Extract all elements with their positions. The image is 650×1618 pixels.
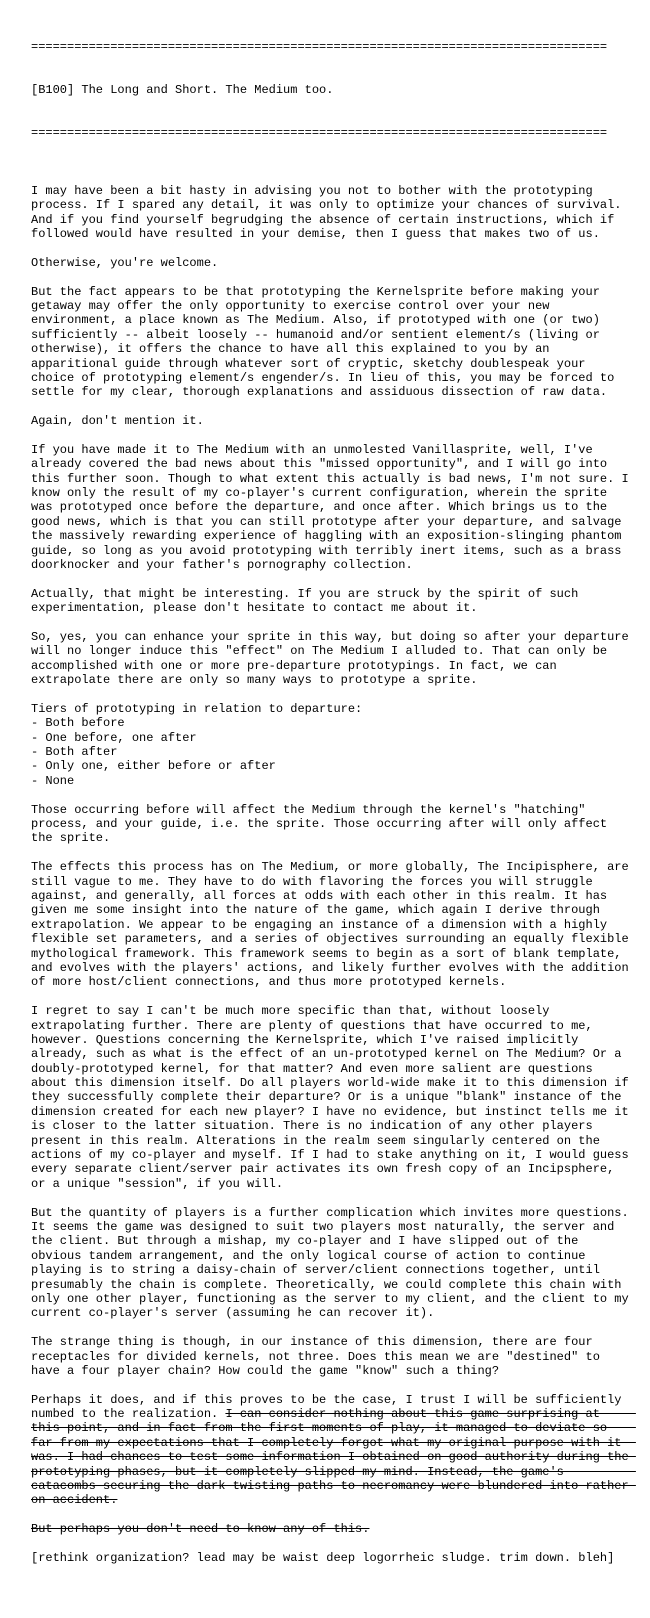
text-line	[31, 213, 644, 227]
struck-text: on accident.	[31, 1493, 118, 1508]
plain-text: I regret to say I can't be much more specific than that, without loosely	[31, 1004, 550, 1019]
plain-text: process. If I spared any detail, it was only to optimize your chances of survival.	[31, 198, 622, 213]
page-title: [B100] The Long and Short. The Medium too.	[31, 83, 334, 98]
plain-text: the massively rewarding experience of haggling with an exposition-slinging phantom	[31, 529, 622, 544]
plain-text: or a unique "session", if you will.	[31, 1176, 284, 1191]
plain-text: they successfully complete their departure? Or is a unique "blank" instance of the	[31, 1090, 622, 1105]
plain-text: guide, so long as you avoid prototyping with terribly inert items, such as a brass	[31, 543, 622, 558]
text-line	[31, 1162, 644, 1176]
paragraph	[31, 1522, 644, 1536]
paragraph	[31, 1335, 644, 1378]
plain-text: experimentation, please don't hesitate to contact me about it.	[31, 601, 478, 616]
text-line	[31, 1465, 644, 1479]
text-line	[31, 817, 644, 831]
plain-text: current co-player's server (assuming he can recover it).	[31, 1306, 435, 1321]
text-line	[31, 745, 644, 759]
paragraph	[31, 285, 644, 400]
plain-text: Actually, that might be interesting. If you are struck by the spirit of such	[31, 586, 579, 601]
plain-text: flexible set parameters, and a series of objectives surrounding an equally flexible	[31, 932, 629, 947]
text-line	[31, 759, 644, 773]
plain-text: is closer to the latter situation. There is no indication of any other players	[31, 1119, 593, 1134]
text-line	[31, 975, 644, 989]
plain-text: But the quantity of players is a further complication which invites more questions.	[31, 1205, 629, 1220]
text-line	[31, 313, 644, 327]
paragraph	[31, 1004, 644, 1191]
plain-text: will no longer induce this "effect" on The Medium I alluded to. That can only be	[31, 644, 608, 659]
plain-text: Otherwise, you're welcome.	[31, 255, 219, 270]
text-line	[31, 414, 644, 428]
text-line	[31, 443, 644, 457]
text-line	[31, 1062, 644, 1076]
text-line	[31, 1393, 644, 1407]
text-line	[31, 644, 644, 658]
plain-text: settle for my clear, thorough explanations and assiduous dissection of raw data.	[31, 385, 608, 400]
text-line	[31, 1522, 644, 1536]
plain-text: the sprite.	[31, 831, 111, 846]
struck-text: was. I had chances to test some information I obtained on good authority during the	[31, 1450, 636, 1465]
paragraph	[31, 184, 644, 242]
plain-text: - One before, one after	[31, 730, 197, 745]
struck-text: prototyping phases, but it completely slipped my mind. Instead, the game's	[31, 1464, 636, 1479]
plain-text: Again, don't mention it.	[31, 414, 204, 429]
text-line	[31, 673, 644, 687]
plain-text: know only the result of my co-player's current configuration, wherein the sprite	[31, 486, 608, 501]
plain-text: The effects this process has on The Medium, or more globally, The Incipisphere, are	[31, 860, 629, 875]
text-line	[31, 184, 644, 198]
text-line	[31, 285, 644, 299]
text-line	[31, 1004, 644, 1018]
plain-text: and evolves with the players' actions, and likely further evolves with the addition	[31, 960, 629, 975]
plain-text: only one other player, functioning as the server to my client, and the client to my	[31, 1291, 629, 1306]
paragraph	[31, 414, 644, 428]
text-line	[31, 889, 644, 903]
text-line	[31, 357, 644, 371]
plain-text: extrapolate there are only so many ways to prototype a sprite.	[31, 673, 478, 688]
plain-text: extrapolation. We appear to be engaging an instance of a dimension with a highly	[31, 917, 608, 932]
plain-text: of more host/client connections, and thus more prototyped kernels.	[31, 975, 507, 990]
text-line	[31, 659, 644, 673]
text-line	[31, 1076, 644, 1090]
text-line	[31, 803, 644, 817]
plain-text: the client. But through a mishap, my co-player and I have slipped out of the	[31, 1234, 579, 1249]
text-line	[31, 1047, 644, 1061]
text-line	[31, 716, 644, 730]
plain-text: good news, which is that you can still prototype after your departure, and salvage	[31, 514, 622, 529]
plain-text: mythological framework. This framework seems to begin as a sort of blank template,	[31, 946, 622, 961]
text-line	[31, 903, 644, 917]
plain-text: dimension created for each new player? I have no evidence, but instinct tells me it	[31, 1104, 629, 1119]
plain-text: But the fact appears to be that prototyping the Kernelsprite before making your	[31, 284, 600, 299]
text-line	[31, 1206, 644, 1220]
text-line	[31, 947, 644, 961]
plain-text: against, and generally, all forces at odds with each other in this realm. It has	[31, 889, 608, 903]
text-line	[31, 601, 644, 615]
plain-text: numbed to the realization.	[31, 1407, 226, 1422]
plain-text: Perhaps it does, and if this proves to be the case, I trust I will be sufficiently	[31, 1392, 622, 1407]
plain-text: apparitional guide through whatever sort of cryptic, sketchy doublespeak your	[31, 356, 586, 371]
plain-text: If you have made it to The Medium with an unmolested Vanillasprite, well, I've	[31, 442, 593, 457]
plain-text: Tiers of prototyping in relation to departure:	[31, 701, 363, 716]
text-line	[31, 1263, 644, 1277]
plain-text: I may have been a bit hasty in advising you not to bother with the prototyping	[31, 183, 593, 198]
paragraph	[31, 1551, 644, 1565]
paragraph	[31, 630, 644, 688]
text-line	[31, 529, 644, 543]
divider-rule-bottom: ================================================================================	[31, 126, 608, 141]
plain-text: given me some insight into the nature of the game, which again I derive through	[31, 903, 600, 918]
plain-text: So, yes, you can enhance your sprite in this way, but doing so after your departure	[31, 629, 629, 644]
paragraph	[31, 803, 644, 846]
text-line	[31, 457, 644, 471]
text-line	[31, 1249, 644, 1263]
plain-text: - Both after	[31, 745, 118, 760]
plain-text: - Only one, either before or after	[31, 759, 276, 774]
plain-text: - Both before	[31, 716, 125, 731]
text-line	[31, 328, 644, 342]
text-line	[31, 731, 644, 745]
text-line	[31, 831, 644, 845]
paragraph	[31, 860, 644, 990]
plain-text: accomplished with one or more pre-departure prototypings. In fact, we can	[31, 658, 557, 673]
text-line	[31, 1450, 644, 1464]
text-line	[31, 1220, 644, 1234]
text-line	[31, 256, 644, 270]
plain-text: Those occurring before will affect the Medium through the kernel's "hatching"	[31, 802, 586, 817]
text-line	[31, 227, 644, 241]
plain-text: already covered the bad news about this "missed opportunity", and I will go into	[31, 457, 608, 472]
plain-text: this further soon. Though to what extent this actually is bad news, I'm not sure. I	[31, 471, 629, 486]
plain-text: environment, a place known as The Medium. Also, if prototyped with one (or two)	[31, 313, 600, 328]
text-line	[31, 1278, 644, 1292]
text-line	[31, 198, 644, 212]
plain-text: actions of my co-player and myself. If I had to stake anything on it, I would guess	[31, 1148, 629, 1163]
text-line	[31, 544, 644, 558]
struck-text: this point, and in fact from the first moments of play, it managed to deviate so	[31, 1421, 636, 1436]
text-line	[31, 587, 644, 601]
plain-text: receptacles for divided kernels, not three. Does this mean we are "destined" to	[31, 1349, 600, 1364]
divider-rule-top: ================================================================================	[31, 39, 608, 54]
plain-text: every separate client/server pair activates its own fresh copy of an Incipsphere,	[31, 1162, 615, 1177]
text-line	[31, 1234, 644, 1248]
text-line	[31, 1436, 644, 1450]
text-line	[31, 558, 644, 572]
text-line	[31, 1134, 644, 1148]
plain-text: It seems the game was designed to suit two players most naturally, the server and	[31, 1219, 615, 1234]
plain-text: doubly-prototyped kernel, for that matter? And even more salient are questions	[31, 1061, 593, 1076]
plain-text: choice of prototyping element/s engender/s. In lieu of this, you may be forced to	[31, 370, 615, 385]
plain-text: present in this realm. Alterations in the realm seem singularly centered on the	[31, 1133, 600, 1148]
plain-text: The strange thing is though, in our instance of this dimension, there are four	[31, 1335, 593, 1350]
text-line	[31, 702, 644, 716]
plain-text: otherwise), it offers the chance to have all this explained to you by an	[31, 342, 550, 357]
text-line	[31, 515, 644, 529]
plain-text: [rethink organization? lead may be waist deep logorrheic sludge. trim down. bleh]	[31, 1550, 615, 1565]
text-line	[31, 1292, 644, 1306]
plain-text: extrapolating further. There are plenty of questions that have occurred to me,	[31, 1018, 593, 1033]
plain-text: was prototyped once before the departure, and once after. Which brings us to the	[31, 500, 608, 515]
text-line	[31, 932, 644, 946]
text-line	[31, 1090, 644, 1104]
document-blocks	[31, 184, 644, 1566]
plain-text: already, such as what is the effect of an un-prototyped kernel on The Medium? Or a	[31, 1047, 622, 1062]
struck-text: catacombs securing the dark twisting paths to necromancy were blundered into rather	[31, 1479, 636, 1494]
text-line	[31, 1105, 644, 1119]
plain-text: process, and your guide, i.e. the sprite. Those occurring after will only affect	[31, 817, 608, 832]
text-line	[31, 875, 644, 889]
text-line	[31, 1493, 644, 1507]
text-line	[31, 342, 644, 356]
text-line	[31, 385, 644, 399]
plain-text: playing is to string a daisy-chain of server/client connections together, until	[31, 1263, 600, 1278]
plain-text: about this dimension itself. Do all players world-wide make it to this dimension if	[31, 1076, 629, 1091]
plain-text: obvious tandem arrangement, and the only logical course of action to continue	[31, 1248, 586, 1263]
plain-text: And if you find yourself begrudging the absence of certain instructions, which if	[31, 212, 615, 227]
paragraph	[31, 1393, 644, 1508]
text-line	[31, 1119, 644, 1133]
text-line	[31, 961, 644, 975]
text-line	[31, 299, 644, 313]
plain-text: presumably the chain is complete. Theoretically, we could complete this chain with	[31, 1277, 622, 1292]
text-line	[31, 1335, 644, 1349]
plain-text: still vague to me. They have to do with flavoring the forces you will struggle	[31, 874, 593, 889]
plain-text: followed would have resulted in your demise, then I guess that makes two of us.	[31, 227, 600, 242]
plain-text: doorknocker and your father's pornography collection.	[31, 558, 413, 573]
text-line	[31, 1551, 644, 1565]
text-line	[31, 630, 644, 644]
text-line	[31, 1350, 644, 1364]
text-line	[31, 486, 644, 500]
text-line	[31, 371, 644, 385]
text-line	[31, 1421, 644, 1435]
plain-text: sufficiently -- albeit loosely -- humanoid and/or sentient element/s (living or	[31, 327, 600, 342]
paragraph	[31, 256, 644, 270]
text-line	[31, 1479, 644, 1493]
text-line	[31, 472, 644, 486]
paragraph	[31, 587, 644, 616]
text-line	[31, 1407, 644, 1421]
text-line	[31, 774, 644, 788]
text-line	[31, 1019, 644, 1033]
text-line	[31, 500, 644, 514]
text-line	[31, 918, 644, 932]
plain-text: however. Questions concerning the Kernelsprite, which I've raised implicitly	[31, 1032, 579, 1047]
text-line	[31, 1148, 644, 1162]
text-line	[31, 1306, 644, 1320]
paragraph	[31, 443, 644, 573]
paragraph	[31, 702, 644, 788]
text-line	[31, 860, 644, 874]
plain-text: - None	[31, 773, 75, 788]
plain-text: have a four player chain? How could the game "know" such a thing?	[31, 1363, 500, 1378]
struck-text: But perhaps you don't need to know any of this.	[31, 1522, 370, 1537]
struck-text: far from my expectations that I completely forgot what my original purpose with it	[31, 1435, 636, 1450]
struck-text: I can consider nothing about this game surprising at	[225, 1407, 636, 1422]
paragraph	[31, 1206, 644, 1321]
plain-text: getaway may offer the only opportunity to exercise control over your new	[31, 298, 550, 313]
text-line	[31, 1033, 644, 1047]
text-line	[31, 1177, 644, 1191]
text-line	[31, 1364, 644, 1378]
